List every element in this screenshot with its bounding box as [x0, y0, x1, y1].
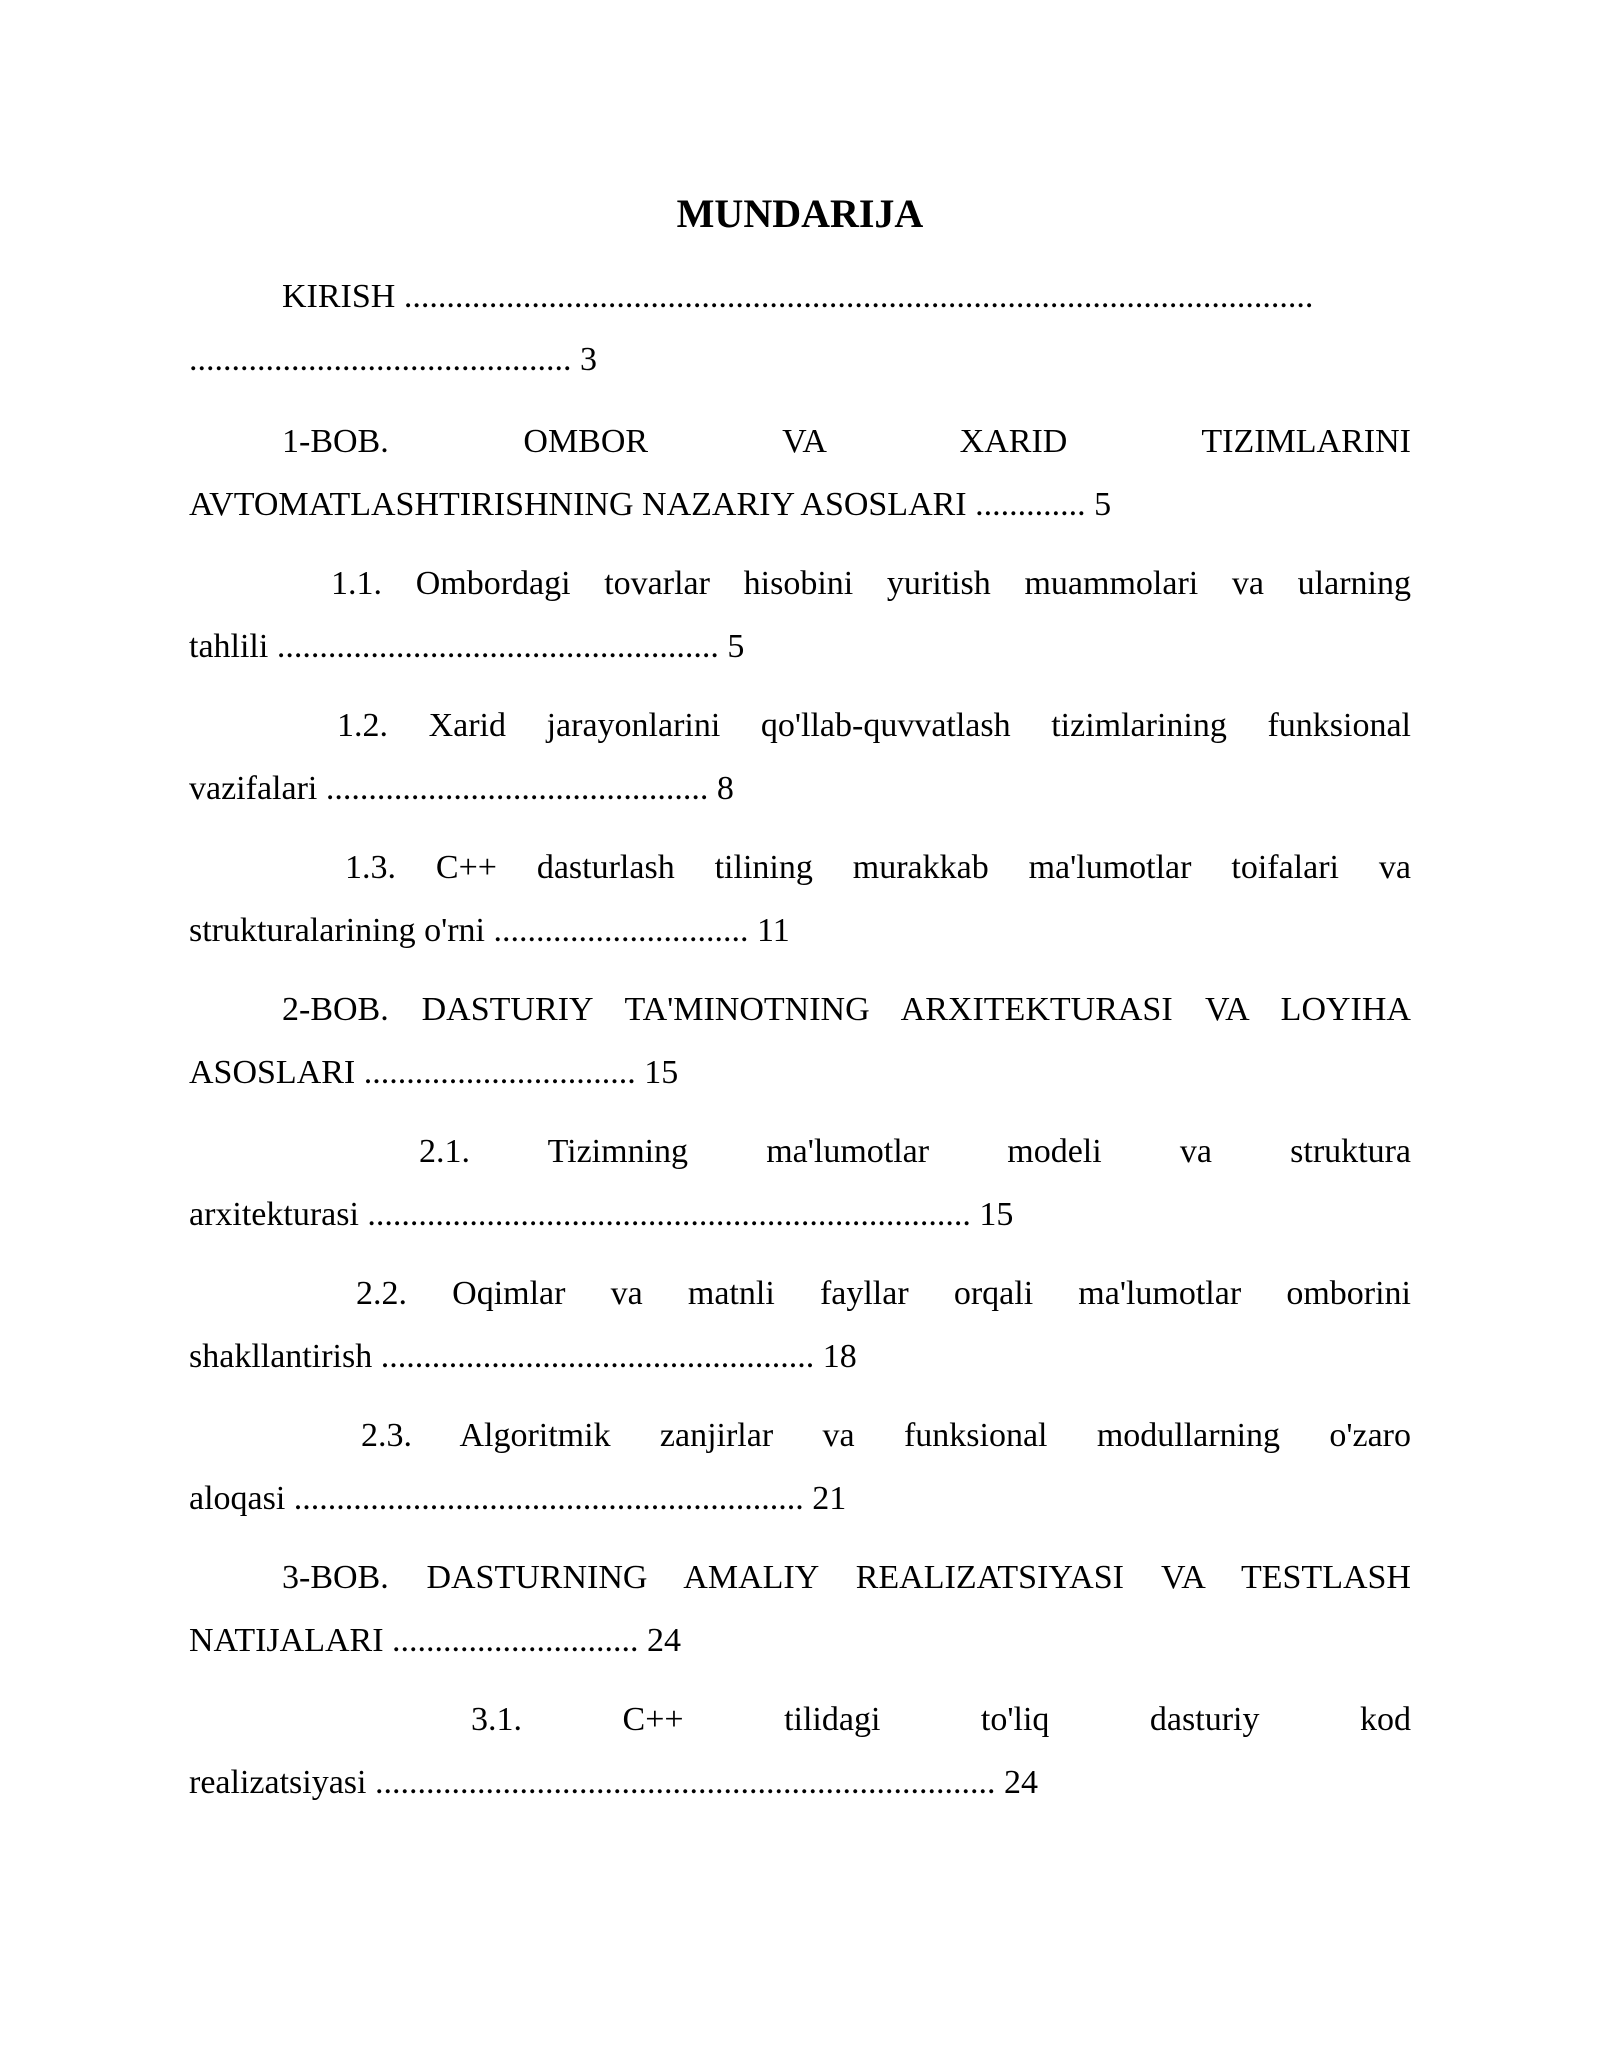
- toc-entry-line: 1.2. Xarid jarayonlarini qo'llab-quvvatlash tizimlarining funksional: [337, 707, 1411, 744]
- toc-entry-line: 2.2. Oqimlar va matnli fayllar orqali ma'lumotlar omborini: [356, 1275, 1411, 1312]
- toc-entry-section-2-2: [189, 1262, 1411, 1388]
- toc-entry-chapter-1: [189, 410, 1411, 536]
- toc-entry-section-1-2: [189, 694, 1411, 820]
- toc-entry-line: strukturalarining o'rni .............................. 11: [189, 912, 790, 949]
- toc-entry-line: arxitekturasi ....................................................................... 15: [189, 1196, 1014, 1233]
- toc-entry-kirish: [189, 265, 1411, 391]
- toc-entry-line: ............................................. 3: [189, 341, 597, 378]
- toc-entry-line: 1.3. C++ dasturlash tilining murakkab ma'lumotlar toifalari va: [345, 849, 1411, 886]
- page-title: MUNDARIJA: [676, 191, 924, 236]
- toc-entry-line: 2.3. Algoritmik zanjirlar va funksional modullarning o'zaro: [361, 1417, 1411, 1454]
- toc-entry-section-2-1: [189, 1120, 1411, 1246]
- toc-entry-line: vazifalari ............................................. 8: [189, 770, 734, 807]
- toc-entry-section-1-1: [189, 552, 1411, 678]
- toc-entry-line: 3.1. C++ tilidagi to'liq dasturiy kod: [471, 1701, 1411, 1738]
- toc-entry-chapter-2: [189, 978, 1411, 1104]
- toc-entry-section-2-3: [189, 1404, 1411, 1530]
- toc-entry-line: tahlili .................................................... 5: [189, 628, 745, 665]
- toc-entry-line: 3-BOB. DASTURNING AMALIY REALIZATSIYASI VA TESTLASH: [282, 1559, 1411, 1596]
- toc-entry-chapter-3: [189, 1546, 1411, 1672]
- toc-entry-line: 1-BOB. OMBOR VA XARID TIZIMLARINI: [282, 423, 1411, 460]
- toc-entry-line: 2-BOB. DASTURIY TA'MINOTNING ARXITEKTURASI VA LOYIHA: [282, 991, 1411, 1028]
- toc-entry-line: realizatsiyasi ......................................................................... 24: [189, 1764, 1038, 1801]
- toc-entry-line: shakllantirish ................................................... 18: [189, 1338, 857, 1375]
- toc-entry-line: KIRISH ...........................................................................................................: [282, 278, 1314, 315]
- toc-entry-line: ASOSLARI ................................ 15: [189, 1054, 679, 1091]
- toc-entry-line: NATIJALARI ............................. 24: [189, 1622, 682, 1659]
- toc-entry-line: 1.1. Ombordagi tovarlar hisobini yuritish muammolari va ularning: [331, 565, 1411, 602]
- toc-entry-line: 2.1. Tizimning ma'lumotlar modeli va struktura: [419, 1133, 1411, 1170]
- toc-entry-line: AVTOMATLASHTIRISHNING NAZARIY ASOSLARI ............. 5: [189, 486, 1112, 523]
- toc-entry-section-1-3: [189, 836, 1411, 962]
- toc-entry-section-3-1: [189, 1688, 1411, 1814]
- toc-entry-line: aloqasi ............................................................ 21: [189, 1480, 847, 1517]
